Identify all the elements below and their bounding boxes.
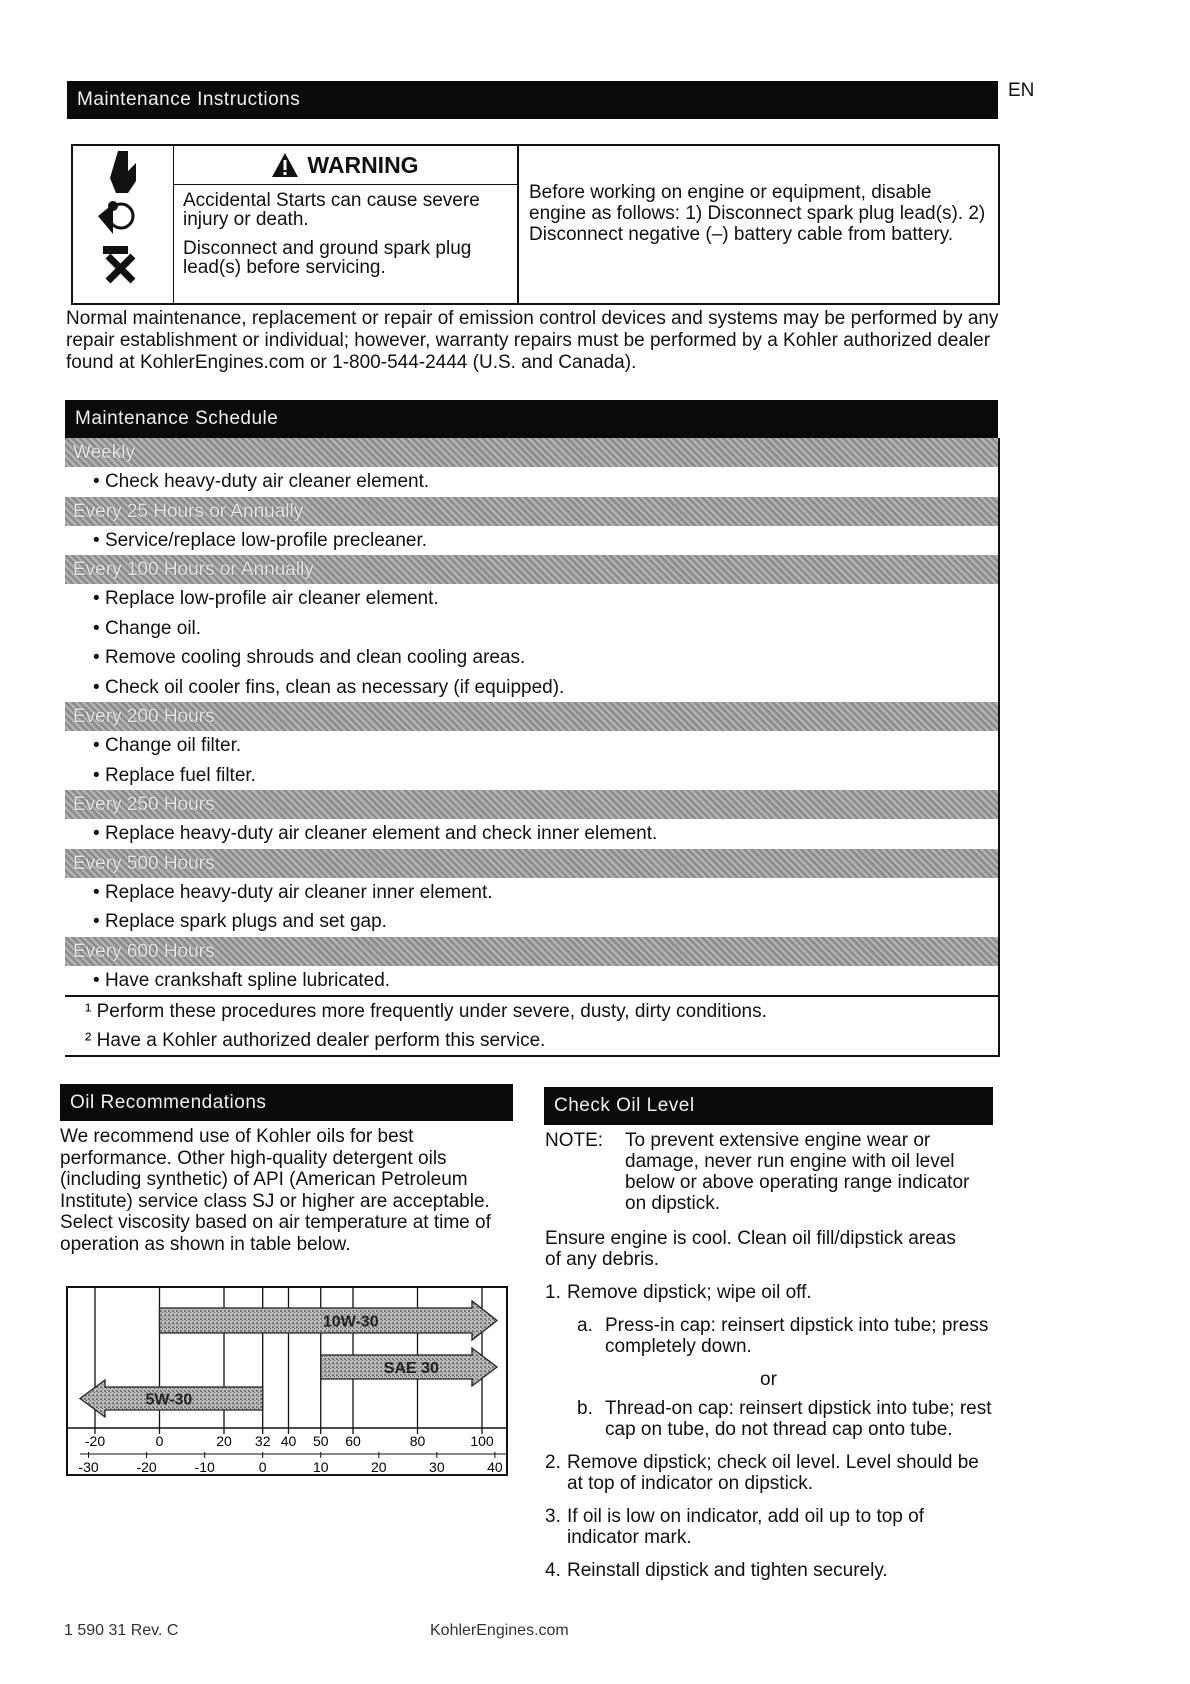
- section-header-maintenance-instructions: Maintenance Instructions: [67, 81, 998, 119]
- viscosity-bar-label: 10W-30: [322, 1313, 379, 1331]
- warning-triangle-icon: [271, 152, 299, 178]
- celsius-tick-label: 0: [258, 1459, 267, 1475]
- schedule-task: • Check oil cooler fins, clean as necessary (if equipped).: [65, 673, 998, 703]
- schedule-task: • Service/replace low-profile precleaner.: [65, 526, 998, 556]
- oil-viscosity-chart: [60, 1286, 520, 1481]
- viscosity-bar-label: SAE 30: [383, 1360, 439, 1377]
- check-step: [545, 1398, 995, 1440]
- step-text: Remove dipstick; wipe oil off.: [567, 1282, 812, 1303]
- fahrenheit-tick-label: 0: [155, 1433, 164, 1449]
- celsius-tick-label: 10: [312, 1459, 329, 1475]
- maintenance-schedule-table: [65, 438, 1000, 1057]
- check-step: [545, 1315, 995, 1357]
- warning-box: [71, 144, 1000, 305]
- fahrenheit-tick-label: -20: [84, 1433, 106, 1449]
- celsius-tick-label: 30: [429, 1459, 445, 1475]
- fahrenheit-tick-label: 40: [280, 1433, 297, 1449]
- check-step: [545, 1506, 995, 1548]
- schedule-interval-header: Every 25 Hours or Annually: [65, 497, 998, 526]
- schedule-task: • Replace low-profile air cleaner element.: [65, 584, 998, 614]
- step-text: If oil is low on indicator, add oil up to top of indicator mark.: [567, 1506, 924, 1548]
- schedule-task: • Change oil.: [65, 614, 998, 644]
- section-header-oil-recommendations: Oil Recommendations: [60, 1084, 513, 1121]
- celsius-tick-label: 40: [487, 1459, 503, 1475]
- step-text: Press-in cap: reinsert dipstick into tube; press completely down.: [605, 1315, 989, 1357]
- fahrenheit-tick-label: 60: [345, 1433, 361, 1449]
- fahrenheit-tick-label: 32: [254, 1433, 271, 1449]
- schedule-task: • Replace fuel filter.: [65, 761, 998, 791]
- check-step: [545, 1282, 995, 1303]
- document-number: 1 590 31 Rev. C: [64, 1622, 179, 1639]
- fahrenheit-tick-label: 80: [409, 1433, 426, 1449]
- note: [545, 1130, 995, 1214]
- intro-paragraph: Normal maintenance, replacement or repair of emission control devices and systems may be performed by any repair establishment or individual; however, warranty repairs must be performed by a Kohler authorized dealer found at KohlerEngines.com or 1-800-544-2444 (U.S. and Canada).: [66, 308, 999, 373]
- ensure-text: Ensure engine is cool. Clean oil fill/dipstick areas of any debris.: [545, 1228, 956, 1270]
- step-text: Reinstall dipstick and tighten securely.: [567, 1560, 888, 1581]
- schedule-interval-header: Every 100 Hours or Annually: [65, 555, 998, 584]
- warning-title-text: WARNING: [307, 151, 419, 178]
- or-label: or: [760, 1369, 777, 1390]
- section-header-check-oil-level: Check Oil Level: [544, 1087, 993, 1125]
- step-number: 1.: [545, 1282, 561, 1303]
- step-number: a.: [577, 1315, 593, 1336]
- schedule-task: • Replace heavy-duty air cleaner inner element.: [65, 878, 998, 908]
- warning-middle: [173, 146, 519, 303]
- step-number: 3.: [545, 1506, 561, 1527]
- schedule-task: • Check heavy-duty air cleaner element.: [65, 467, 998, 497]
- fahrenheit-tick-label: 20: [216, 1433, 232, 1449]
- schedule-interval-header: Weekly: [65, 438, 998, 467]
- check-steps-list: [545, 1282, 995, 1593]
- step-text: Remove dipstick; check oil level. Level should be at top of indicator on dipstick.: [567, 1452, 979, 1494]
- schedule-task: • Have crankshaft spline lubricated.: [65, 966, 998, 996]
- note-label: NOTE:: [545, 1130, 604, 1151]
- celsius-tick-label: -10: [194, 1459, 215, 1475]
- note-text: To prevent extensive engine wear or damage, never run engine with oil level below or above operating range indicator on dipstick.: [625, 1130, 970, 1214]
- check-step: [545, 1560, 995, 1581]
- celsius-tick-label: 20: [371, 1459, 387, 1475]
- check-step: [545, 1369, 995, 1390]
- footnotes: [65, 995, 998, 1057]
- step-number: 4.: [545, 1560, 561, 1581]
- warning-icons: [73, 146, 174, 303]
- fahrenheit-tick-label: 50: [312, 1433, 329, 1449]
- warning-line-2: Disconnect and ground spark plug lead(s) before servicing.: [183, 238, 472, 278]
- celsius-tick-label: -30: [78, 1459, 99, 1475]
- warning-instructions: Before working on engine or equipment, disable engine as follows: 1) Disconnect spark plug lead(s). 2) Disconnect negative (–) battery cable from battery.: [529, 182, 986, 245]
- celsius-tick-label: -20: [136, 1459, 157, 1475]
- footnote: ¹ Perform these procedures more frequently under severe, dusty, dirty conditions.: [85, 1001, 767, 1022]
- fahrenheit-tick-label: 100: [470, 1433, 494, 1449]
- schedule-interval-header: Every 200 Hours: [65, 702, 998, 731]
- oil-recommendation-text: We recommend use of Kohler oils for best performance. Other high-quality detergent oils (including synthetic) of API (American Petroleum Institute) service class SJ or higher are acceptable. Select viscosity based on air temperature at time of operation as shown in table below.: [60, 1126, 491, 1255]
- warning-title: [173, 146, 517, 185]
- viscosity-bar-label: 5W-30: [145, 1391, 193, 1409]
- schedule-interval-header: Every 250 Hours: [65, 790, 998, 819]
- check-step: [545, 1452, 995, 1494]
- hazard-pictograms-icon: [73, 146, 173, 303]
- language-label: EN: [1008, 80, 1035, 101]
- step-text: Thread-on cap: reinsert dipstick into tube; rest cap on tube, do not thread cap onto tube.: [605, 1398, 992, 1440]
- section-header-maintenance-schedule: Maintenance Schedule: [65, 400, 998, 438]
- schedule-interval-header: Every 500 Hours: [65, 849, 998, 878]
- schedule-task: • Replace spark plugs and set gap.: [65, 907, 998, 937]
- schedule-interval-header: Every 600 Hours: [65, 937, 998, 966]
- footnote: ² Have a Kohler authorized dealer perform this service.: [85, 1030, 546, 1051]
- warning-line-1: Accidental Starts can cause severe injury or death.: [183, 190, 480, 230]
- schedule-task: • Replace heavy-duty air cleaner element and check inner element.: [65, 819, 998, 849]
- schedule-task: • Remove cooling shrouds and clean cooling areas.: [65, 643, 998, 673]
- footer-website: KohlerEngines.com: [430, 1622, 569, 1639]
- step-number: b.: [577, 1398, 593, 1419]
- schedule-task: • Change oil filter.: [65, 731, 998, 761]
- step-number: 2.: [545, 1452, 561, 1473]
